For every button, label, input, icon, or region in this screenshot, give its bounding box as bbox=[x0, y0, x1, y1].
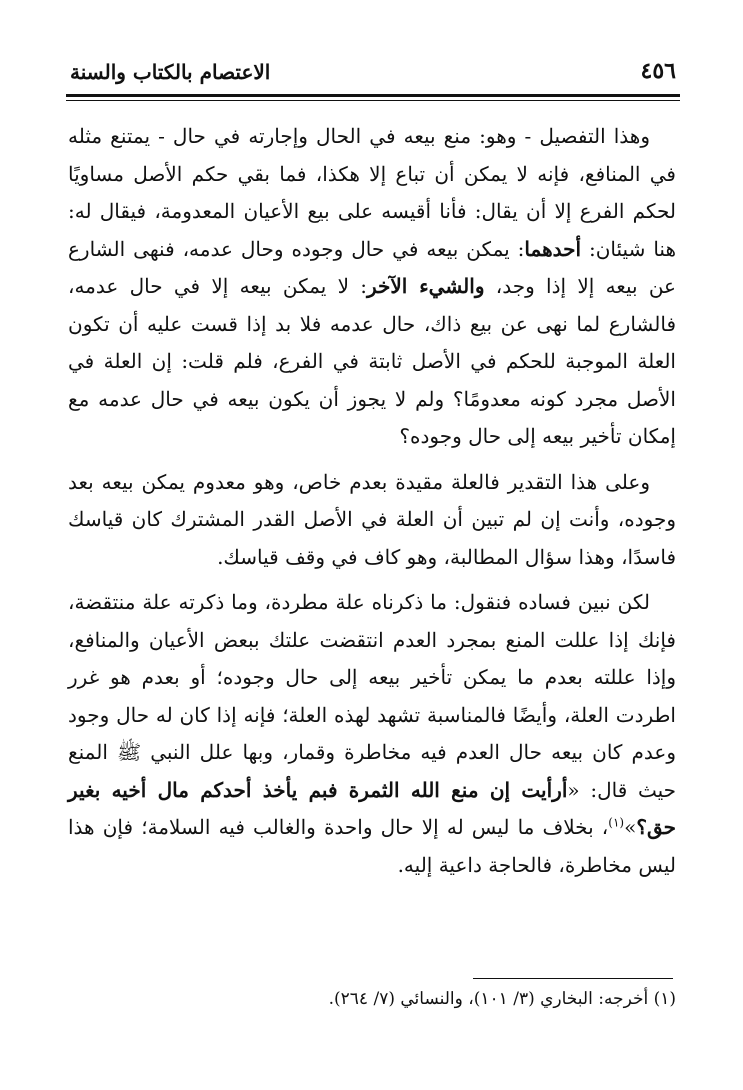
header-rule-thick bbox=[66, 94, 680, 97]
hadith-quote: أرأيت إن منع الله الثمرة فبم يأخذ أحدكم مال أخيه بغير حق؟ bbox=[68, 777, 676, 839]
p1-text-2: : يمكن بيعه في حال وجوده وحال عدمه، فنهى الشارع عن بيعه إلا إذا وجد، bbox=[68, 236, 676, 298]
p3-text-3: ، بخلاف ما ليس له إلا حال واحدة والغالب فيه السلامة؛ فإن هذا ليس مخاطرة، فالحاجة داعية إليه. bbox=[68, 815, 676, 877]
p1-bold-2: والشيء الآخر bbox=[367, 274, 485, 298]
p3-text-2: » bbox=[624, 815, 637, 839]
p1-bold-1: أحدهما bbox=[524, 236, 582, 261]
p1-text-3: : لا يمكن بيعه إلا في حال عدمه، فالشارع لما نهى عن بيع ذاك، حال عدمه فلا بد إذا قست عليه أن تكون العلة الموجبة للحكم في الأصل ثابتة في الفرع، فلم قلت: إن العلة في الأصل مجرد كونه معدومًا؟ ولم لا يجوز أن يكون بيعه في حال عدمه مع إمكان تأخير بيعه إلى حال وجوده؟ bbox=[68, 274, 676, 448]
header-rule-thin bbox=[66, 100, 680, 101]
footnote: (١) أخرجه: البخاري (٣/ ١٠١)، والنسائي (٧/ ٢٦٤). bbox=[328, 989, 676, 1009]
footnote-marker: (١) bbox=[608, 815, 625, 830]
p3-text-1: لكن نبين فساده فنقول: ما ذكرناه علة مطردة، وما ذكرته علة منتقضة، فإنك إذا عللت المنع بمجرد العدم انتقضت علتك ببعض الأعيان والمنافع، وإذا عللته بعدم ما يمكن تأخير بيعه إلى حال وجوده؛ أو بعدم هو غرر اطردت العلة، وأيضًا فالمناسبة تشهد لهذه العلة؛ فإنه إذا كان له حال وجود وعدم كان بيعه حال العدم فيه مخاطرة وقمار، وبها علل النبي ﷺ المنع حيث قال: « bbox=[68, 590, 676, 802]
main-text bbox=[68, 118, 676, 884]
paragraph-2: وعلى هذا التقدير فالعلة مقيدة بعدم خاص، وهو معدوم يمكن بيعه بعد وجوده، وأنت إن لم تبين أن العلة في الأصل القدر المشترك كان قياسك فاسدًا، وهذا سؤال المطالبة، وهو كاف في وقف قياسك. bbox=[68, 469, 676, 569]
running-header bbox=[70, 56, 676, 94]
p1-text-1: وهذا التفصيل - وهو: منع بيعه في الحال وإجارته في حال - يمتنع مثله في المنافع، فإنه لا يمكن أن تباع إلا هكذا، فما بقي حكم الأصل مساويًا لحكم الفرع إلا أن يقال: فأنا أقيسه على بيع الأعيان المعدومة، فيقال له: هنا شيئان: bbox=[68, 124, 676, 261]
footnote-separator bbox=[473, 978, 673, 979]
paragraph-1 bbox=[68, 118, 676, 456]
page-number: ٤٥٦ bbox=[640, 58, 676, 84]
running-title: الاعتصام بالكتاب والسنة bbox=[70, 60, 271, 84]
paragraph-3 bbox=[68, 584, 676, 884]
